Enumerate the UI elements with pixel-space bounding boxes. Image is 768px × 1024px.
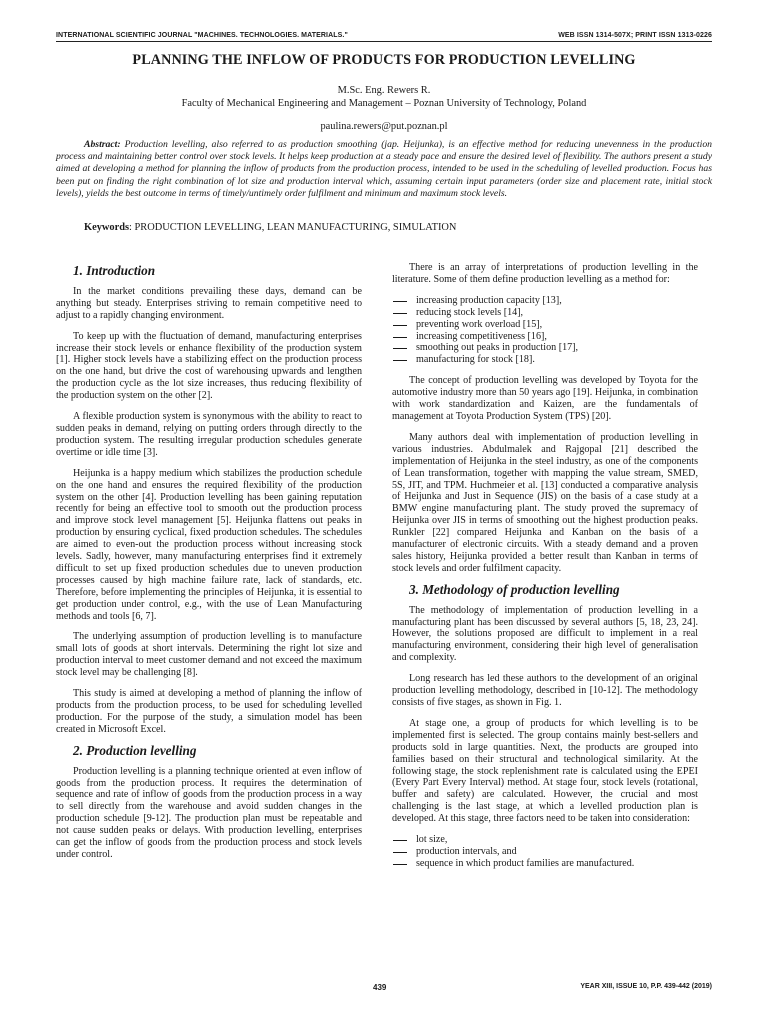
author-block <box>56 84 712 110</box>
issue-info: YEAR XIII, ISSUE 10, P.P. 439-442 (2019) <box>580 983 712 990</box>
paragraph: The underlying assumption of production levelling is to manufacture small lots of goods at short intervals. Determining the right lot size and production interval to meet customer demand and not exceed the maximum stock level may be challenging [8]. <box>56 631 362 679</box>
author-email: paulina.rewers@put.poznan.pl <box>320 121 448 132</box>
list-item: increasing competitiveness [16], <box>392 331 698 343</box>
paragraph: This study is aimed at developing a method of planning the inflow of products from the production process, to be used for scheduling levelled production. For the purpose of the study, a simulation model has been created in Microsoft Excel. <box>56 688 362 735</box>
affiliation: Faculty of Mechanical Engineering and Management – Poznan University of Technology, Poland <box>181 98 587 109</box>
journal-name: INTERNATIONAL SCIENTIFIC JOURNAL "MACHINES. TECHNOLOGIES. MATERIALS." <box>56 32 348 39</box>
list-definitions <box>392 295 698 366</box>
keywords-text: : PRODUCTION LEVELLING, LEAN MANUFACTURING, SIMULATION <box>129 222 457 233</box>
list-item: smoothing out peaks in production [17], <box>392 342 698 354</box>
list-item: manufacturing for stock [18]. <box>392 354 698 366</box>
list-item: preventing work overload [15], <box>392 319 698 331</box>
paragraph: Production levelling is a planning technique oriented at even inflow of goods from the production process. It requires the determination of sequence and rate of inflow of goods from the production process in a way to sell directly from the warehouse and avoid sudden changes in the production schedule [9-12]. The production plan must be repeatable and not cause sudden peaks or delays. With production levelling, enterprises can get the inflow of goods from the production process and stock levels under control. <box>56 765 362 860</box>
paragraph: There is an array of interpretations of production levelling in the literature. Some of them define production levelling as a method for: <box>392 262 698 285</box>
section-heading-methodology: 3. Methodology of production levelling <box>409 581 620 597</box>
paragraph: The methodology of implementation of production levelling in a manufacturing plant has been discussed by several authors [5, 18, 23, 24]. However, the solutions proposed are difficult to implement in a real manufacturing environment, considering their high level of generalisation and complexity. <box>392 604 698 664</box>
running-header <box>56 32 712 42</box>
author-name: M.Sc. Eng. Rewers R. <box>337 85 431 96</box>
paragraph: Heijunka is a happy medium which stabilizes the production schedule on the one hand and ensures the required flexibility of the production system on the other [4]. Production levelling has been gaining reputation recently for being an effective tool to smooth out the production process and improve stock level management [5]. Heijunka flattens out peaks in production by ensuring cyclical, fixed production schedules. The schedules are aimed to even-out the production process without increasing stock levels. Sadly, however, many manufacturing enterprises find it extremely difficult to set up fixed production schedules due to uneven production processes caused by high machine failure rate, lack of standards, etc. Therefore, before implementing the principles of Heijunka, it is essential to get production under control, e.g., with the use of Lean Manufacturing methods and tools [6, 7]. <box>56 467 362 622</box>
paragraph: To keep up with the fluctuation of demand, manufacturing enterprises increase their stock levels or enhance flexibility of the production system [1]. Higher stock levels have a stabilizing effect on the production process on the one hand, but drive the cost of warehousing upwards and lengthen the production cycle as the lot size increases, thus reducing flexibility of the production system on the other [2]. <box>56 330 362 402</box>
section-heading-introduction: 1. Introduction <box>73 263 156 278</box>
list-item: increasing production capacity [13], <box>392 295 698 307</box>
list-item: reducing stock levels [14], <box>392 307 698 319</box>
abstract <box>56 139 712 200</box>
paragraph: Long research has led these authors to the development of an original production levelling methodology, described in [10-12]. The methodology consists of five stages, as shown in Fig. 1. <box>392 673 698 708</box>
list-item: production intervals, and <box>392 846 698 858</box>
paragraph: A flexible production system is synonymous with the ability to react to sudden peaks in demand, relying on putting orders through directly to the production system. The resulting irregular production schedules generate overtime or idle time [3]. <box>56 411 362 458</box>
abstract-label: Abstract: <box>84 139 121 150</box>
right-column <box>392 262 698 879</box>
paragraph: The concept of production levelling was developed by Toyota for the automotive industry more than 50 years ago [19]. Heijunka, in combination with work standardization and Kaizen, are the fundamentals of management at Toyota Production System (TPS) [20]. <box>392 375 698 422</box>
list-factors <box>392 834 698 870</box>
list-item: sequence in which product families are manufactured. <box>392 858 698 870</box>
issn: WEB ISSN 1314-507X; PRINT ISSN 1313-0226 <box>558 32 712 39</box>
left-column <box>56 265 362 870</box>
page-number: 439 <box>373 983 387 992</box>
paper-title: PLANNING THE INFLOW OF PRODUCTS FOR PRODUCTION LEVELLING <box>132 52 636 68</box>
abstract-text: Production levelling, also referred to as production smoothing (jap. Heijunka), is an effective method for reducing unevenness in the production process and maintaining better control over stock levels. It helps keep production at a steady pace and ensure the desired level of flexibility. The authors present a study aimed at developing a method for planning the inflow of products from the production process, intended to be used in the scheduling of levelled production. Focus has been put on finding the right combination of lot size and production interval which, assuming certain input parameters (order size and placement rate, initial stock levels), yields the best outcome in terms of timely/untimely order fulfilment and minimum and maximum stock levels. <box>56 139 713 199</box>
paragraph: At stage one, a group of products for which levelling is to be implemented first is selected. The group contains mainly best-sellers and products sold in large quantities. Next, the products are grouped into families based on their structural and technological similarity. At the following stage, the stock replenishment rate is calculated using the EPEI (Every Part Every Interval) method. At stage four, stock levels (rotational, buffer and safety) are calculated. However, the crucial and most challenging is the last stage, at which a levelled production plan is developed. At this stage, three factors need to be taken into consideration: <box>392 717 698 825</box>
paragraph: In the market conditions prevailing these days, demand can be anything but steady. Enterprises striving to remain competitive need to adjust to a rapidly changing environment. <box>56 285 362 321</box>
list-item: lot size, <box>392 834 698 846</box>
keywords <box>84 222 712 233</box>
keywords-label: Keywords <box>84 222 130 233</box>
section-heading-production-levelling: 2. Production levelling <box>73 742 197 758</box>
paragraph: Many authors deal with implementation of production levelling in various industries. Abdulmalek and Rajgopal [21] described the implementation of Heijunka in the steel industry, as one of the components of Lean transformation, together with mapping the value stream, SMED, 5S, JIT, and TPM. Huchmeier et al. [13] conducted a comparative analysis of Heijunka and Just in Sequence (JIS) on the basis of a case study at a BMW engine manufacturing plant. The study proved the supremacy of Heijunka over JIS in terms of smoothing out the highest production peaks. Runkler [22] compared Heijunka and Kanban on the basis of a manufacturer of electronic circuits. With a steady demand and a proven sales history, Heijunka provided a better result than Kanban in terms of stock levels and order fulfilment capacity. <box>392 431 698 574</box>
